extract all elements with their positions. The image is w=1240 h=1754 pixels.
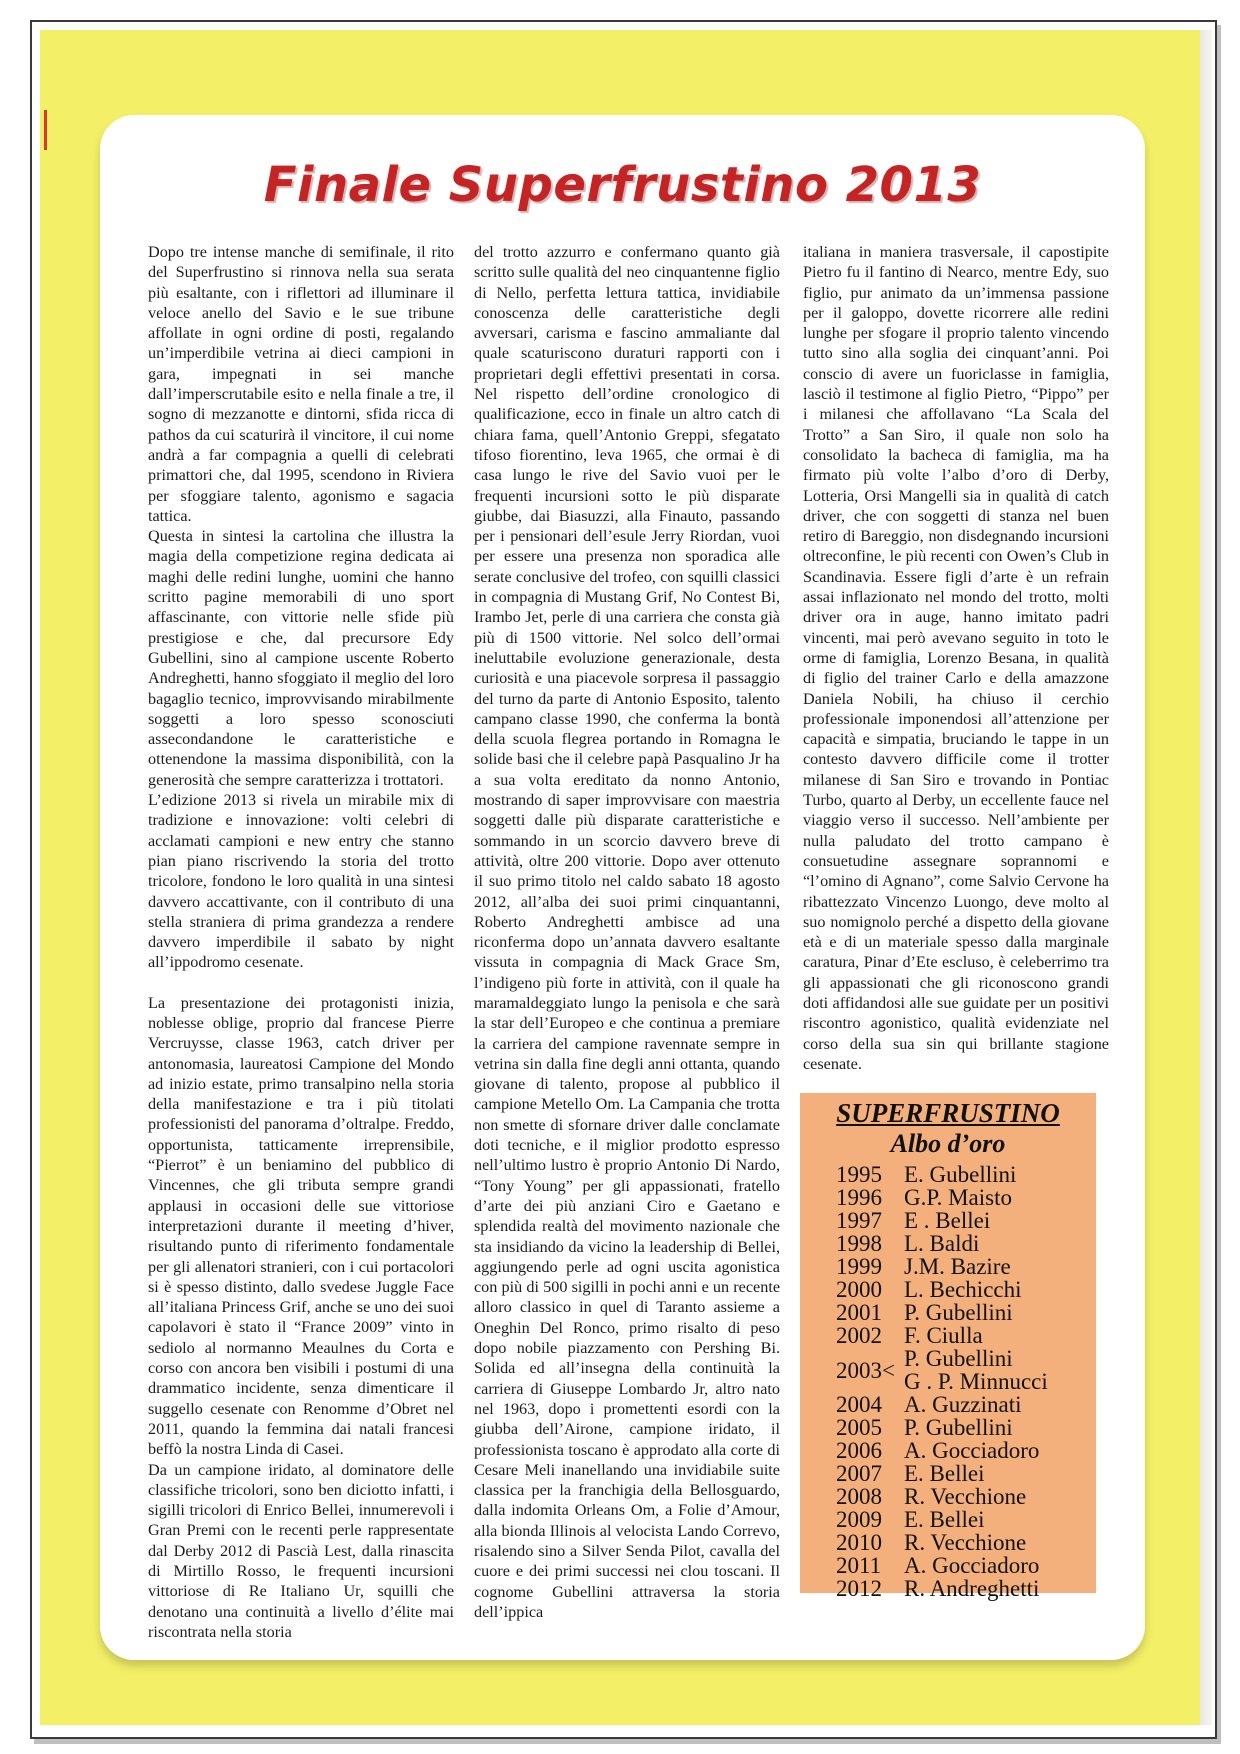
albo-winner: G . P. Minnucci (904, 1369, 1048, 1394)
albo-winner: P. Gubellini (904, 1300, 1013, 1325)
albo-year: 2005 (836, 1415, 882, 1440)
albo-winner: E. Bellei (904, 1461, 985, 1486)
albo-year: 2002 (836, 1323, 882, 1348)
list-item (836, 1393, 1096, 1416)
albo-winner: A. Gocciadoro (904, 1553, 1040, 1578)
albo-winner: R. Vecchione (904, 1484, 1027, 1509)
list-item (836, 1347, 1096, 1393)
paragraph: Questa in sintesi la cartolina che illustra la magia della competizione regina dedicata ai maghi delle redini lunghe, uomini che hanno scritto pagine memorabili di uno sport affascinante, con vittorie nelle sfide più prestigiose e che, dal precursore Edy Gubellini, sino al campione uscente Roberto Andreghetti, hanno sfoggiato il meglio del loro bagaglio tecnico, improvvisando mirabilmente soggetti a loro spesso sconosciuti assecondandone le caratteristiche e ottenendone la massima disponibilità, con la generosità che sempre caratterizza i trottatori. (148, 527, 454, 789)
list-item (836, 1209, 1096, 1232)
paragraph: Da un campione iridato, al dominatore delle classifiche tricolori, sono ben diciotto infatti, i sigilli tricolori di Enrico Bellei, innumerevoli i Gran Premi con le recenti perle rappresentate dal Derby 2012 di Pascià Lest, dalla rinascita di Mirtillo Rosso, le frequenti incursioni vittoriose di Re Italiano Ur, squilli che denotano una continuità a livello d’élite mai riscontrata nella storia (148, 1460, 454, 1641)
list-item (836, 1508, 1096, 1531)
paragraph: italiana in maniera trasversale, il capostipite Pietro fu il fantino di Nearco, mentre Edy, suo figlio, pur animato da un’immensa passione per il galoppo, dovette ricorrere alle redini lunghe per sfogare il proprio talento vincendo tutto sino alla soglia dei cinquant’anni. Poi conscio di avere un fuoriclasse in famiglia, lasciò il testimone al figlio Pietro, “Pippo” per i milanesi che affollavano “La Scala del Trotto” a San Siro, il quale non solo ha consolidato la bacheca di famiglia, ma ha firmato più volte l’albo d’oro di Derby, Lotteria, Orsi Mangelli sia in qualità di catch driver, che con soggetti di stanza nel buen retiro di Bareggio, non disdegnando incursioni oltreconfine, le più recenti con Owen’s Club in Scandinavia. Essere figli d’arte è un refrain assai inflazionato nel mondo del trotto, molti driver ora in auge, hanno imitato padri vincenti, mai però avevano seguito in toto le orme di famiglia, Lorenzo Besana, in qualità di figlio del trainer Carlo e della amazzone Daniela Nobili, ha chiuso il cerchio professionale imponendosi all’attenzione per capacità e simpatia, bruciando le tappe in un contesto davvero difficile come il trotter milanese di San Siro e trovando in Pontiac Turbo, quarto al Derby, un eccellente fauce nel viaggio verso il successo. Nell’ambiente per nulla paludato del trotto campano è consuetudine assegnare soprannomi e “l’omino di Agnano”, come Salvio Cervone ha ribattezzato Vincenzo Luongo, deve molto al suo nomignolo perché a dispetto della giovane età e di un materiale spesso dalla marginale caratura, Pinar d’Ete escluso, è celeberrimo tra gli appassionati che gli riconoscono grandi doti affidandosi alle sue guidate per un positivi riscontro agonistico, qualità evidenziate nel corso della sua sin qui brillante stagione cesenate. (803, 243, 1109, 1073)
albo-winner: A. Gocciadoro (904, 1438, 1040, 1463)
page-edge (1200, 30, 1212, 1725)
list-item (836, 1485, 1096, 1508)
albo-winner: R. Vecchione (904, 1530, 1027, 1555)
albo-winner: E. Bellei (904, 1507, 985, 1532)
albo-year: 2010 (836, 1530, 882, 1555)
list-item (836, 1186, 1096, 1209)
albo-year: 2009 (836, 1507, 882, 1532)
albo-winner: E. Gubellini (904, 1162, 1017, 1187)
albo-winner: P. Gubellini (904, 1415, 1013, 1440)
albo-year: 2006 (836, 1438, 882, 1463)
albo-winner: F. Ciulla (904, 1323, 983, 1348)
albo-year: 1995 (836, 1162, 882, 1187)
albo-year: 2008 (836, 1484, 882, 1509)
albo-year: 2007 (836, 1461, 882, 1486)
albo-winner: L. Baldi (904, 1231, 980, 1256)
albo-winner: R. Andreghetti (904, 1576, 1040, 1601)
list-item (836, 1554, 1096, 1577)
list-item (836, 1255, 1096, 1278)
albo-subheading: Albo d’oro (890, 1129, 1006, 1158)
paragraph: La presentazione dei protagonisti inizia, noblesse oblige, proprio dal francese Pierre Vercruysse, classe 1963, catch driver per antonomasia, laureatosi Campione del Mondo ad inizio estate, primo transalpino nella storia della manifestazione e tra i più titolati professionisti del panorama d’oltralpe. Freddo, opportunista, tatticamente irreprensibile, “Pierrot” è un beniamino del pubblico di Vincennes, che gli tributa sempre grandi applausi in occasioni delle sue vittoriose interpretazioni durante il meeting d’hiver, risultando punto di riferimento fondamentale per gli allenatori stranieri, con i cui portacolori si è spesso distinto, dallo svedese Juggle Face all’italiana Princess Grif, anche se uno dei suoi capolavori è stato il “France 2009” vinto in sediolo al normanno Meaulnes du Corta e corso con ancora ben visibili i postumi di una drammatico incidente, senza dimenticare il suggello cesenate con Renomme d’Obret nel 2011, quando la femmina dai natali francesi beffò la nostra Linda di Casei. (148, 993, 454, 1459)
albo-year: 1996 (836, 1185, 882, 1210)
paragraph: Dopo tre intense manche di semifinale, il rito del Superfrustino si rinnova nella sua serata più esaltante, con i riflettori ad illuminare il veloce anello del Savio e le sue tribune affollate in ogni ordine di posti, regalando un’imperdibile vetrina ai dieci campioni in gara, impegnati in sei manche dall’imperscrutabile esito e nella finale a tre, il sogno di mezzanotte e dintorni, sfida ricca di pathos da cui scaturirà il vincitore, il cui nome andrà a far compagnia a quelli di celebrati primattori che, dal 1995, scendono in Riviera per sfoggiare talento, agonismo e sagacia tattica. (148, 243, 454, 525)
albo-year: 2011 (836, 1553, 882, 1578)
albo-winner: A. Guzzinati (904, 1392, 1022, 1417)
albo-winners-pair (904, 1347, 1048, 1393)
albo-year: 1999 (836, 1254, 882, 1279)
list-item (836, 1439, 1096, 1462)
list-item (836, 1577, 1096, 1600)
list-item (836, 1163, 1096, 1186)
albo-year: 1997 (836, 1208, 882, 1233)
paragraph: L’edizione 2013 si rivela un mirabile mix di tradizione e innovazione: volti celebri di acclamati campioni e new entry che stanno pian piano riscrivendo la storia del trotto tricolore, fondono le loro qualità in una sintesi davvero accattivante, con il contributo di una stella straniera di prima grandezza a rendere davvero imperdibile il sabato by night all’ippodromo cesenate. (148, 791, 454, 972)
list-item (836, 1531, 1096, 1554)
albo-heading: SUPERFRUSTINO (836, 1098, 1060, 1128)
edge-mark (44, 110, 47, 150)
list-item (836, 1462, 1096, 1485)
albo-winner: J.M. Bazire (904, 1254, 1011, 1279)
albo-winner: P. Gubellini (904, 1346, 1013, 1371)
albo-year: 1998 (836, 1231, 882, 1256)
list-item (836, 1416, 1096, 1439)
albo-year: 2001 (836, 1300, 882, 1325)
list-item (836, 1232, 1096, 1255)
paragraph: del trotto azzurro e confermano quanto già scritto sulle qualità del neo cinquantenne figlio di Nello, perfetta lettura tattica, invidiabile conoscenza delle caratteristiche degli avversari, carisma e fascino ammaliante dal quale scaturiscono duraturi rapporti con i proprietari degli effettivi presentati in corsa. Nel rispetto dell’ordine cronologico di qualificazione, ecco in finale un altro catch di chiara fama, quell’Antonio Greppi, sfegatato tifoso fiorentino, leva 1965, che ormai è di casa lungo le rive del Savio vuoi per le frequenti incursioni sotto le più disparate giubbe, dai Biasuzzi, alla Finauto, passando per i pensionari dell’esule Jerry Riordan, vuoi per essere una presenza non sporadica alle serate conclusive del trofeo, con squilli classici in compagnia di Mustang Grif, No Contest Bi, Irambo Jet, perle di una carriera che consta già più di 1500 vittorie. Nel solco dell’ormai ineluttabile evoluzione generazionale, desta curiosità e una piacevole sorpresa il passaggio del turno da parte di Antonio Esposito, talento campano classe 1990, che conferma la bontà della scuola flegrea portando in Romagna le solide basi che il celebre papà Pasqualino Jr ha a sua volta ereditato da nonno Antonio, mostrando di saper improvvisare con maestria soggetti dalle più disparate caratteristiche e sommando in un scorcio davvero breve di attività, oltre 200 vittorie. Dopo aver ottenuto il suo primo titolo nel caldo sabato 18 agosto 2012, all’alba dei suoi primi cinquantanni, Roberto Andreghetti ambisce ad una riconferma dopo un’annata davvero esaltante vissuta in compagnia di Mack Grace Sm, l’indigeno più forte in attività, con il quale ha maramaldeggiato lungo la penisola e che sarà la star dell’Europeo e che continua a premiare la carriera del campione ravennate sempre in vetrina sin dalla fine degli anni ottanta, quando giovane di talento, propose al pubblico il campione Metello Om. La Campania che trotta non smette di sfornare driver dalle conclamate doti tecniche, e il miglior prodotto espresso nell’ultimo lustro è proprio Antonio Di Nardo, “Tony Young” per gli appassionati, fratello d’arte dei più anziani Ciro e Gaetano e splendida realtà del movimento nazionale che sta insidiando da vicino la leadership di Bellei, aggiungendo perle ad ogni uscita agonistica con più di 500 sigilli in pochi anni e un recente alloro classico in quel di Taranto assieme a Oneghin Del Ronco, primo risalto di peso dopo nobile piazzamento con Pershing Bi. Solida ed all’insegna della continuità la carriera di Giuseppe Lombardo Jr, altro nato nel 1963, dopo i promettenti esordi con la giubba dell’Airone, campione iridato, il professionista toscano è approdato alla corte di Cesare Meli inanellando una invidiabile suite classica per la franchigia della Bellosguardo, dalla indomita Orleans Om, a Folie d’Amour, alla bionda Illinois al velocista Lando Correvo, risalendo sino a Silver Senda Pilot, cavalla del cuore e dei primi successi nei clou toscani. Il cognome Gubellini attraversa la storia dell’ippica (474, 243, 780, 1621)
list-item (836, 1278, 1096, 1301)
albo-winner: L. Bechicchi (904, 1277, 1022, 1302)
list-item (836, 1301, 1096, 1324)
albo-year: 2003< (836, 1357, 895, 1383)
albo-year: 2000 (836, 1277, 882, 1302)
article-column-1 (148, 242, 454, 1642)
article-column-3 (803, 242, 1109, 1073)
article-column-2 (474, 242, 780, 1642)
albo-year: 2012 (836, 1576, 882, 1601)
albo-winner: G.P. Maisto (904, 1185, 1012, 1210)
albo-doro-box (800, 1093, 1096, 1601)
albo-list (836, 1163, 1096, 1600)
list-item (836, 1324, 1096, 1347)
albo-winner: E . Bellei (904, 1208, 991, 1233)
article-title: Finale Superfrustino 2013 (263, 157, 982, 213)
albo-year: 2004 (836, 1392, 882, 1417)
